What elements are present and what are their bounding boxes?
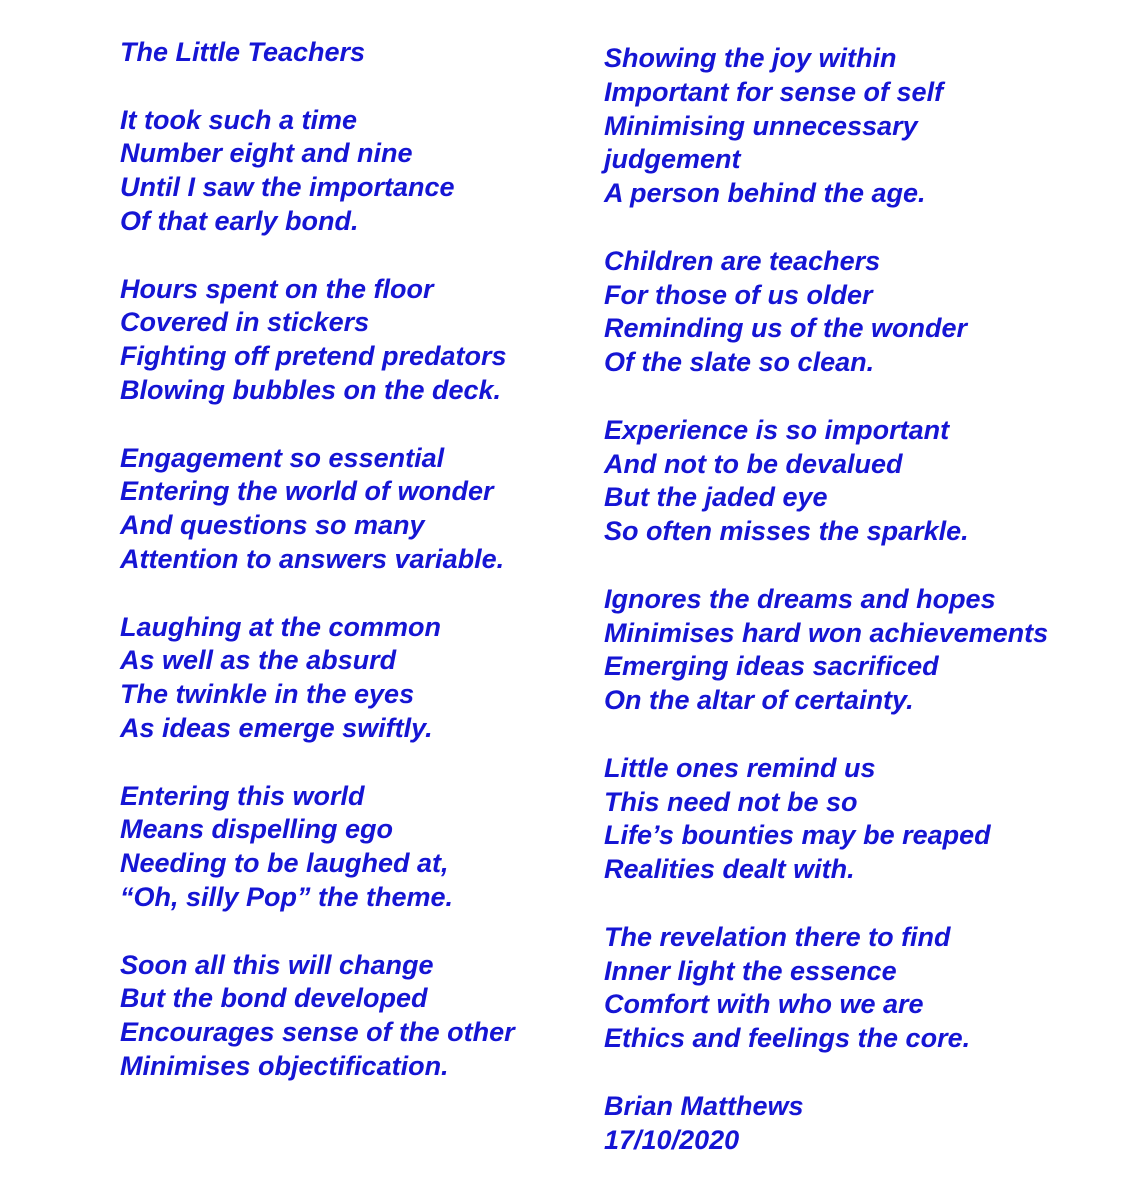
poem-title: The Little Teachers [120,37,366,67]
poem-line: On the altar of certainty. [604,685,914,716]
poem-line: Showing the joy within [604,43,897,73]
poem-line: The revelation there to find [604,921,951,952]
poem-line: Inner light the essence [604,955,897,986]
poem-line: Covered in stickers [120,307,370,338]
author-name: Brian Matthews [604,1090,804,1121]
poem-line: This need not be so [604,786,858,817]
stanza [604,583,1048,718]
poem-line: judgement [604,144,741,175]
poem-line: Important for sense of self [604,76,944,107]
poem-line: Little ones remind us [604,752,876,783]
poem-line: Blowing bubbles on the deck. [120,374,502,405]
poem-line: Hours spent on the floor [120,273,434,304]
stanza [604,245,1048,380]
stanza [120,949,515,1084]
poem-line: Comfort with who we are [604,989,924,1020]
poem-line: Reminding us of the wonder [604,313,967,344]
poem-line: “Oh, silly Pop” the theme. [120,881,454,912]
poem-line: And questions so many [120,510,425,541]
poem-line: Entering the world of wonder [120,476,494,507]
poem-line: And not to be devalued [604,448,903,479]
poem-line: Minimises hard won achievements [604,617,1049,648]
poem-line: Fighting off pretend predators [120,341,507,372]
stanza [120,104,515,239]
poem-right-column [604,42,1048,1157]
poem-line: As ideas emerge swiftly. [120,712,433,743]
poem-line: Entering this world [120,780,365,811]
poem-line: So often misses the sparkle. [604,516,969,547]
poem-line: Until I saw the importance [120,172,455,203]
poem-line: Ethics and feelings the core. [604,1023,971,1054]
poem-line: Engagement so essential [120,442,445,473]
poem-line: Realities dealt with. [604,854,855,885]
poem-line: But the jaded eye [604,482,828,513]
poem-line: For those of us older [604,279,873,310]
poem-line: Minimising unnecessary [604,110,918,141]
poem-line: Of that early bond. [120,205,359,236]
poem-line: Life’s bounties may be reaped [604,820,991,851]
poem-line: Children are teachers [604,245,881,276]
poem-line: Experience is so important [604,414,950,445]
signature-block [604,1090,1048,1158]
stanza [120,273,515,408]
poem-title-block [120,36,515,70]
poem-left-column [120,36,515,1084]
poem-line: Encourages sense of the other [120,1017,515,1048]
poem-line: Emerging ideas sacrificed [604,651,939,682]
poem-line: As well as the absurd [120,645,397,676]
poem-line: Needing to be laughed at, [120,848,449,879]
stanza [604,752,1048,887]
stanza [120,611,515,746]
poem-line: Of the slate so clean. [604,347,875,378]
stanza [604,414,1048,549]
stanza [120,780,515,915]
poem-line: Minimises objectification. [120,1050,449,1081]
poem-line: Ignores the dreams and hopes [604,583,996,614]
poem-line: Attention to answers variable. [120,543,505,574]
poem-line: A person behind the age. [604,178,926,209]
stanza [604,921,1048,1056]
poem-line: The twinkle in the eyes [120,679,415,710]
poem-line: It took such a time [120,104,358,135]
poem-line: But the bond developed [120,983,428,1014]
stanza [604,42,1048,211]
poem-line: Laughing at the common [120,611,441,642]
stanza [120,442,515,577]
poem-line: Soon all this will change [120,949,434,980]
poem-line: Means dispelling ego [120,814,394,845]
poem-line: Number eight and nine [120,138,413,169]
poem-date: 17/10/2020 [604,1124,740,1155]
